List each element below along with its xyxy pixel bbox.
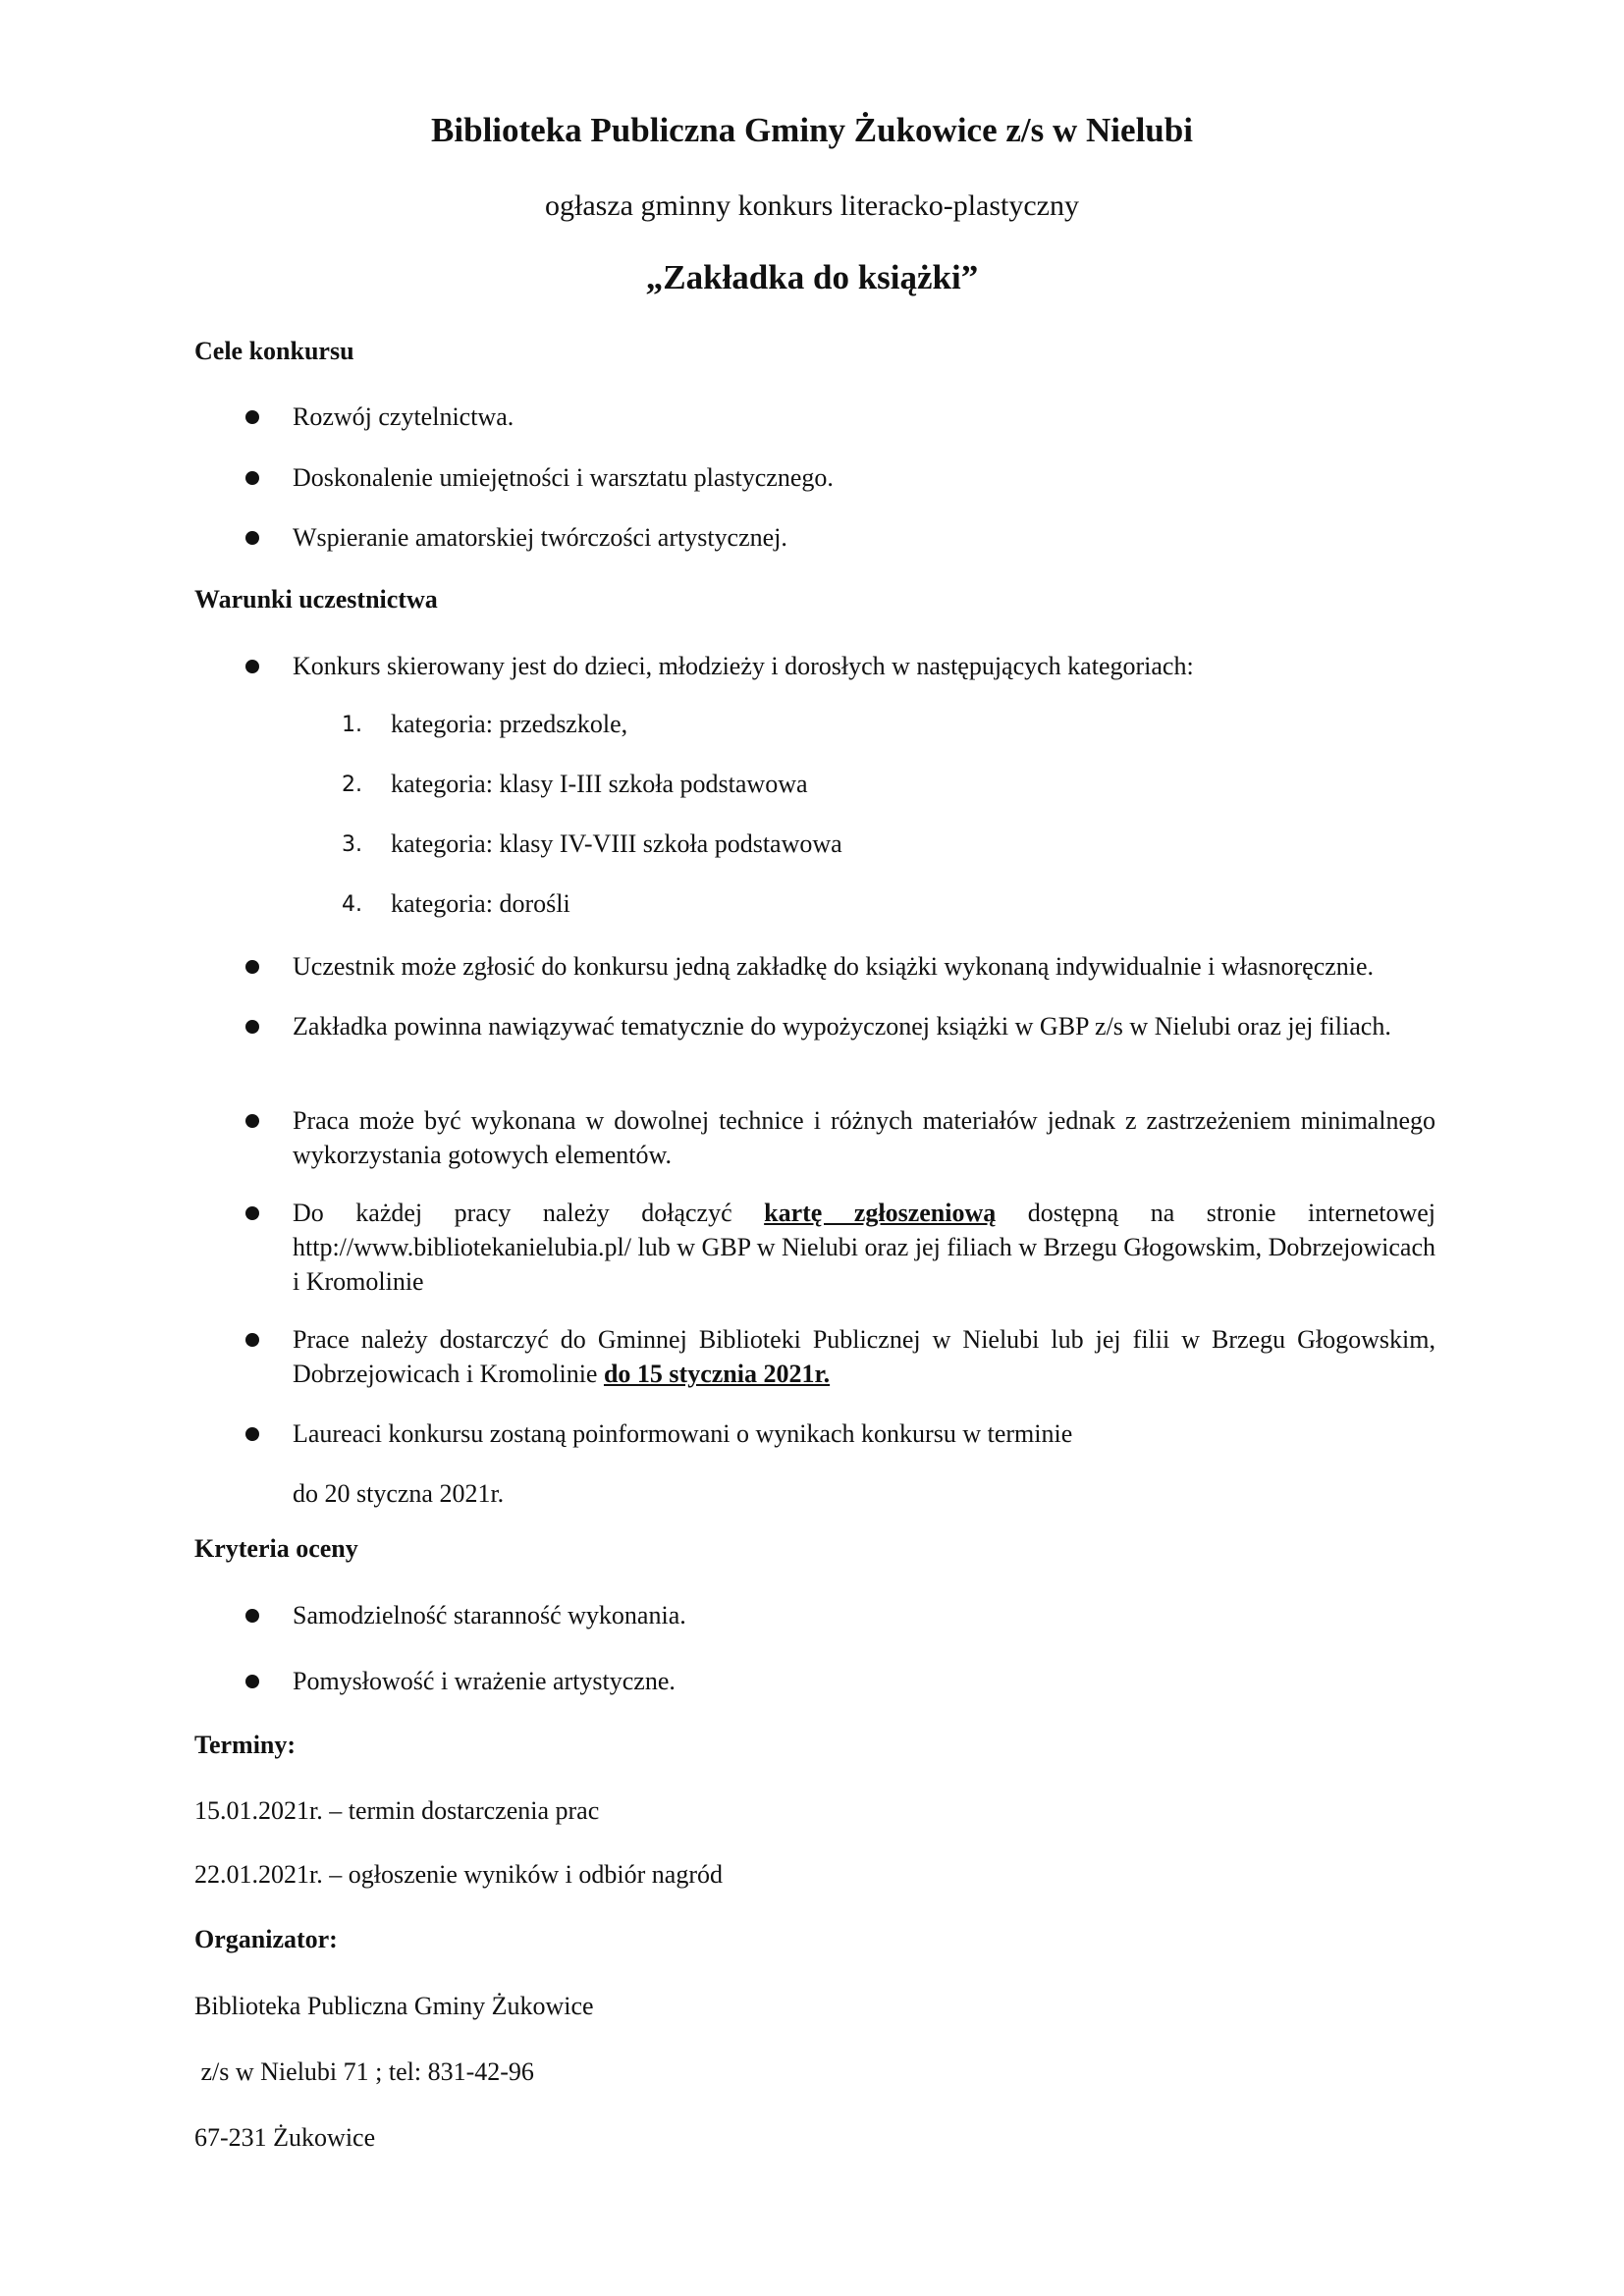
date-item: 22.01.2021r. – ogłoszenie wyników i odbiór nagród xyxy=(194,1860,723,1889)
bullet-icon xyxy=(245,1114,259,1128)
organizer-line: 67-231 Żukowice xyxy=(194,2123,376,2152)
conditions-intro: Konkurs skierowany jest do dzieci, młodzieży i dorosłych w następujących kategoriach: xyxy=(293,652,1194,680)
organizer-line: Biblioteka Publiczna Gminy Żukowice xyxy=(194,1992,594,2020)
condition-item-theme: Zakładka powinna nawiązywać tematycznie do wypożyczonej książki w GBP z/s w Nielubi oraz jej filiach. xyxy=(293,1012,1391,1041)
bullet-icon xyxy=(245,1333,259,1347)
bullet-icon xyxy=(245,1206,259,1220)
bullet-icon xyxy=(245,471,259,485)
bullet-icon xyxy=(245,1427,259,1441)
goal-item: Rozwój czytelnictwa. xyxy=(293,402,514,431)
condition-item-winners-date: do 20 styczna 2021r. xyxy=(293,1479,505,1508)
form-text-before: Do każdej pracy należy dołączyć xyxy=(293,1199,765,1227)
criteria-item: Pomysłowość i wrażenie artystyczne. xyxy=(293,1667,676,1695)
condition-item-technique: Praca może być wykonana w dowolnej technice i różnych materiałów jednak z zastrzeżeniem minimalnego wykorzystania gotowych elementów. xyxy=(293,1106,1435,1169)
condition-item-delivery xyxy=(293,1322,1435,1391)
goals-heading: Cele konkursu xyxy=(194,337,354,365)
date-item: 15.01.2021r. – termin dostarczenia prac xyxy=(194,1796,600,1825)
goal-item: Wspieranie amatorskiej twórczości artystycznej. xyxy=(293,523,787,552)
criteria-heading: Kryteria oceny xyxy=(194,1534,358,1563)
page-title: Biblioteka Publiczna Gminy Żukowice z/s w Nielubi xyxy=(431,111,1193,149)
form-card-emphasis: kartę zgłoszeniową xyxy=(764,1199,997,1227)
form-text-after: dostępną na stronie internetowej http://www.bibliotekanielubia.pl/ lub w GBP w Nielubi oraz jej filiach w Brzegu Głogowskim, Dobrzejowicach i Kromolinie xyxy=(293,1199,1435,1296)
category-number: 1. xyxy=(342,713,362,737)
contest-name: „Zakładka do książki” xyxy=(645,258,979,296)
bullet-icon xyxy=(245,960,259,974)
conditions-heading: Warunki uczestnictwa xyxy=(194,585,438,614)
bullet-icon xyxy=(245,531,259,545)
category-item: kategoria: przedszkole, xyxy=(391,710,628,738)
category-number: 2. xyxy=(342,773,362,797)
bullet-icon xyxy=(245,1675,259,1688)
category-item: kategoria: dorośli xyxy=(391,889,570,918)
category-number: 3. xyxy=(342,832,362,857)
bullet-icon xyxy=(245,410,259,424)
category-item: kategoria: klasy I-III szkoła podstawowa xyxy=(391,770,808,798)
bullet-icon xyxy=(245,660,259,673)
category-number: 4. xyxy=(342,892,362,917)
category-item: kategoria: klasy IV-VIII szkoła podstawowa xyxy=(391,829,842,858)
criteria-item: Samodzielność staranność wykonania. xyxy=(293,1601,686,1629)
organizer-heading: Organizator: xyxy=(194,1925,338,1953)
condition-item-form xyxy=(293,1196,1435,1299)
bullet-icon xyxy=(245,1020,259,1034)
dates-heading: Terminy: xyxy=(194,1731,297,1759)
delivery-text: Prace należy dostarczyć do Gminnej Biblioteki Publicznej w Nielubi lub jej filii w Brzegu Głogowskim, Dobrzejowicach i Kromolinie xyxy=(293,1325,1435,1388)
condition-item-winners: Laureaci konkursu zostaną poinformowani o wynikach konkursu w terminie xyxy=(293,1419,1073,1448)
condition-item-one-bookmark: Uczestnik może zgłosić do konkursu jedną zakładkę do książki wykonaną indywidualnie i własnoręcznie. xyxy=(293,952,1375,981)
goal-item: Doskonalenie umiejętności i warsztatu plastycznego. xyxy=(293,463,834,492)
bullet-icon xyxy=(245,1609,259,1623)
delivery-deadline: do 15 stycznia 2021r. xyxy=(603,1360,831,1388)
organizer-line: z/s w Nielubi 71 ; tel: 831-42-96 xyxy=(194,2057,534,2086)
page-subtitle: ogłasza gminny konkurs literacko-plastyczny xyxy=(544,189,1079,222)
